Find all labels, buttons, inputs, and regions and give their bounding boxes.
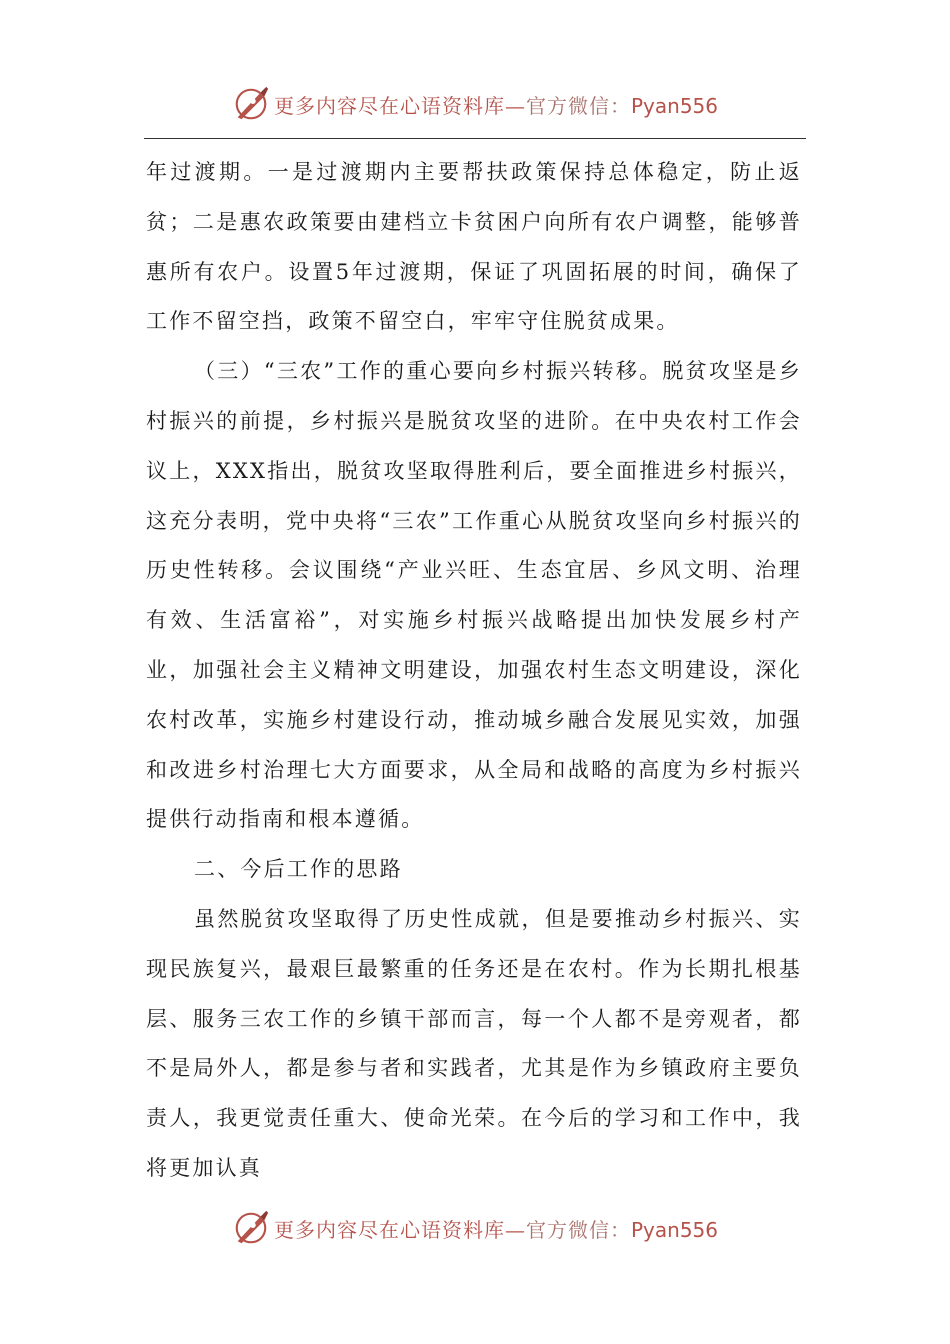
header-banner-wechat-id: Pyan556 [630, 93, 718, 118]
header-banner-title: 更多内容尽在心语资料库 [273, 93, 505, 118]
header-banner [0, 82, 950, 126]
footer-banner-title: 更多内容尽在心语资料库 [273, 1217, 505, 1242]
header-banner-wechat-label: 官方微信： [525, 93, 631, 118]
paragraph-2: （三）“三农”工作的重心要向乡村振兴转移。脱贫攻坚是乡村振兴的前提，乡村振兴是脱贫攻坚的进阶。在中央农村工作会议上，XXX指出，脱贫攻坚取得胜利后，要全面推进乡村振兴，这充分表明，党中央将“三农”工作重心从脱贫攻坚向乡村振兴的历史性转移。会议围绕“产业兴旺、生态宜居、乡风文明、治理有效、生活富裕”，对实施乡村振兴战略提出加快发展乡村产业，加强社会主义精神文明建设，加强农村生态文明建设，深化农村改革，实施乡村建设行动，推动城乡融合发展见实效，加强和改进乡村治理七大方面要求，从全局和战略的高度为乡村振兴提供行动指南和根本遵循。 [146, 359, 802, 832]
paragraph-1: 年过渡期。一是过渡期内主要帮扶政策保持总体稳定，防止返贫；二是惠农政策要由建档立卡贫困户向所有农户调整，能够普惠所有农户。设置5年过渡期，保证了巩固拓展的时间，确保了工作不留空挡，政策不留空白，牢牢守住脱贫成果。 [146, 160, 802, 334]
header-divider [144, 138, 806, 139]
document-body [146, 148, 802, 1194]
header-banner-dash: — [504, 93, 526, 118]
footer-banner [0, 1206, 950, 1250]
footer-banner-wechat-label: 官方微信： [525, 1217, 631, 1242]
pen-logo-icon [232, 1209, 270, 1247]
section-heading: 二、今后工作的思路 [194, 857, 403, 882]
footer-banner-wechat-id: Pyan556 [630, 1217, 718, 1242]
pen-logo-icon [232, 85, 270, 123]
footer-banner-dash: — [504, 1217, 526, 1242]
paragraph-3: 虽然脱贫攻坚取得了历史性成就，但是要推动乡村振兴、实现民族复兴，最艰巨最繁重的任务还是在农村。作为长期扎根基层、服务三农工作的乡镇干部而言，每一个人都不是旁观者，都不是局外人，都是参与者和实践者，尤其是作为乡镇政府主要负责人，我更觉责任重大、使命光荣。在今后的学习和工作中，我将更加认真 [146, 906, 802, 1180]
